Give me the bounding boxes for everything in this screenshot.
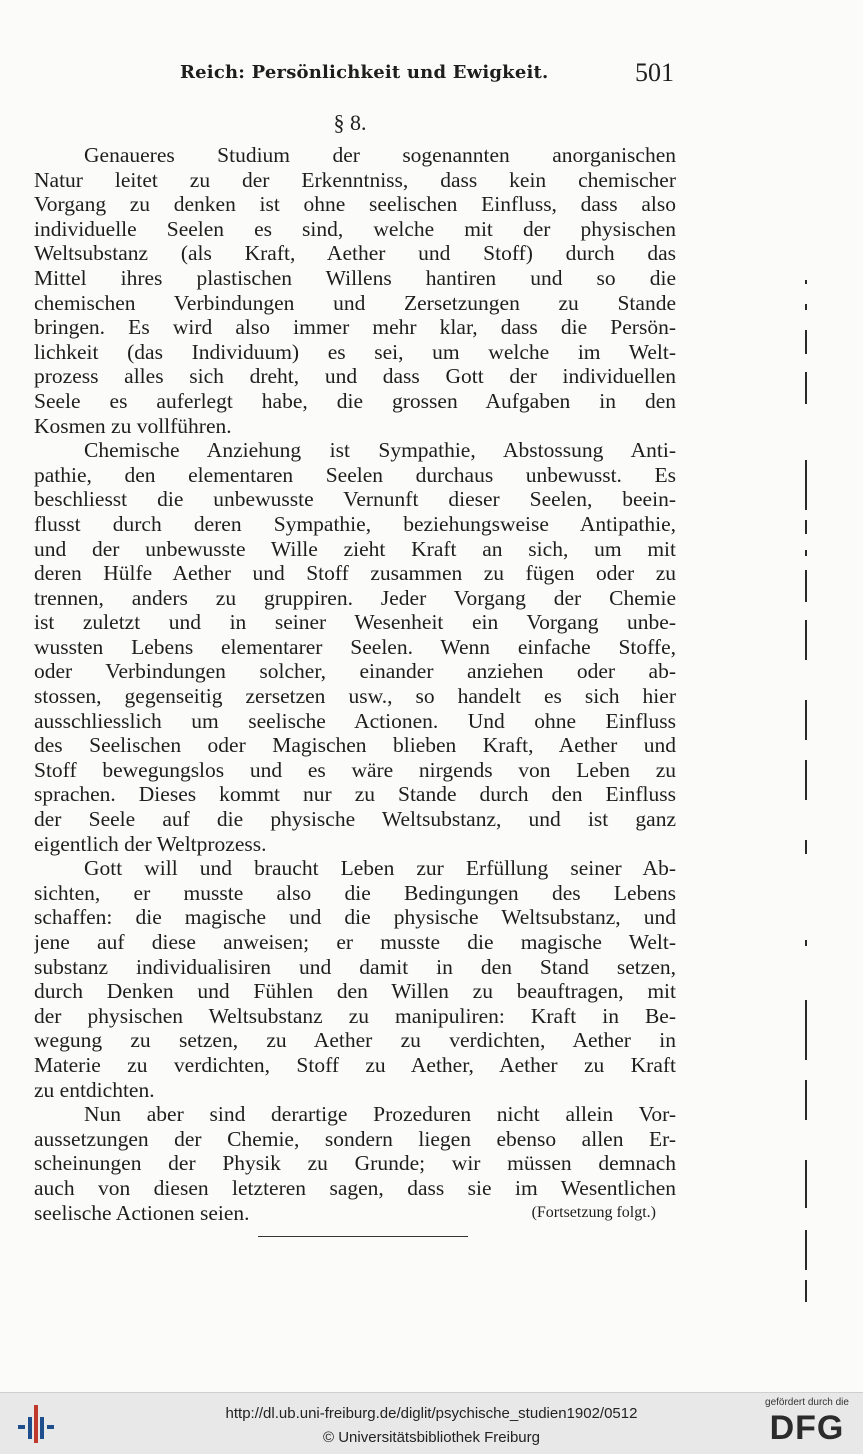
text-line: chemischen Verbindungen und Zersetzungen zu Stande (34, 290, 676, 315)
copyright-notice: © Universitätsbibliothek Freiburg (323, 1429, 540, 1446)
text-line: Stoff bewegungslos und es wäre nirgends von Leben zu (34, 757, 676, 782)
text-line: der Seele auf die physische Weltsubstanz, und ist ganz (34, 807, 676, 832)
article-body (34, 143, 676, 1225)
text-line: prozess alles sich dreht, und dass Gott der individuellen (34, 364, 676, 389)
text-line: pathie, den elementaren Seelen durchaus unbewusst. Es (34, 462, 676, 487)
text-line: aussetzungen der Chemie, sondern liegen ebenso allen Er- (34, 1126, 676, 1151)
text-line: scheinungen der Physik zu Grunde; wir müssen demnach (34, 1151, 676, 1176)
text-line: ausschliesslich um seelische Actionen. Und ohne Einfluss (34, 708, 676, 733)
text-line: Mittel ihres plastischen Willens hantiren und so die (34, 265, 676, 290)
text-line: Vorgang zu denken ist ohne seelischen Einfluss, dass also (34, 192, 676, 217)
text-line: substanz individualisiren und damit in den Stand setzen, (34, 954, 676, 979)
page-number: 501 (635, 58, 674, 87)
text-line: schaffen: die magische und die physische Weltsubstanz, und (34, 905, 676, 930)
section-heading: § 8. (333, 110, 367, 135)
text-line: Gott will und braucht Leben zur Erfüllung seiner Ab- (84, 856, 676, 881)
text-line: jene auf diese anweisen; er musste die magische Welt- (34, 930, 676, 954)
text-line: Chemische Anziehung ist Sympathie, Abstossung Anti- (84, 438, 676, 463)
text-line: Nun aber sind derartige Prozeduren nicht allein Vor- (84, 1102, 676, 1127)
text-line: Natur leitet zu der Erkenntniss, dass kein chemischer (34, 167, 676, 192)
text-line: und der unbewusste Wille zieht Kraft an sich, um mit (34, 536, 676, 561)
text-line: beschliesst die unbewusste Vernunft dieser Seelen, beein- (34, 487, 676, 512)
margin-scan-marks (800, 280, 812, 1300)
text-line: oder Verbindungen solcher, einander anziehen oder ab- (34, 659, 676, 684)
dfg-logo (759, 1397, 855, 1451)
text-line: Weltsubstanz (als Kraft, Aether und Stoff) durch das (34, 241, 676, 266)
dfg-mark: DFG (769, 1409, 845, 1447)
paragraph (34, 143, 676, 438)
paragraph (34, 1102, 676, 1225)
running-head (174, 58, 674, 90)
text-line: flusst durch deren Sympathie, beziehungsweise Antipathie, (34, 511, 676, 536)
text-line: trennen, anders zu gruppiren. Jeder Vorgang der Chemie (34, 585, 676, 610)
text-line: Kosmen zu vollführen. (34, 413, 232, 438)
text-line: eigentlich der Weltprozess. (34, 831, 267, 856)
end-rule (258, 1236, 468, 1237)
text-line-content: seelische Actionen seien. (34, 1200, 250, 1225)
text-line: zu entdichten. (34, 1077, 155, 1102)
continuation-note: (Fortsetzung folgt.) (531, 1203, 656, 1221)
text-line: Materie zu verdichten, Stoff zu Aether, Aether zu Kraft (34, 1052, 676, 1077)
dfg-caption: gefördert durch die (765, 1397, 849, 1408)
text-line: sprachen. Dieses kommt nur zu Stande durch den Einfluss (34, 782, 676, 807)
source-url-link[interactable]: http://dl.ub.uni-freiburg.de/diglit/psychische_studien1902/0512 (225, 1405, 638, 1422)
text-line: bringen. Es wird also immer mehr klar, dass die Persön- (34, 315, 676, 340)
text-line: Genaueres Studium der sogenannten anorganischen (84, 143, 676, 167)
text-line: individuelle Seelen es sind, welche mit der physischen (34, 216, 676, 241)
paragraph (34, 856, 676, 1102)
text-line: auch von diesen letzteren sagen, dass sie im Wesentlichen (34, 1175, 676, 1200)
text-line: Seele es auferlegt habe, die grossen Aufgaben in den (34, 388, 676, 413)
text-line: durch Denken und Fühlen den Willen zu beauftragen, mit (34, 979, 676, 1004)
text-line: der physischen Weltsubstanz zu manipuliren: Kraft in Be- (34, 1003, 676, 1028)
text-line: deren Hülfe Aether und Stoff zusammen zu fügen oder zu (34, 561, 676, 586)
viewer-footer (0, 1392, 863, 1454)
text-line (34, 1201, 676, 1226)
running-title: Reich: Persönlichkeit und Ewigkeit. (180, 62, 549, 83)
text-line: stossen, gegenseitig zersetzen usw., so handelt es sich hier (34, 684, 676, 709)
text-line: des Seelischen oder Magischen blieben Kraft, Aether und (34, 733, 676, 758)
text-line: ist zuletzt und in seiner Wesenheit ein Vorgang unbe- (34, 610, 676, 635)
text-line: lichkeit (das Individuum) es sei, um welche im Welt- (34, 339, 676, 364)
text-line: sichten, er musste also die Bedingungen des Lebens (34, 880, 676, 905)
paragraph (34, 438, 676, 856)
text-line: wegung zu setzen, zu Aether zu verdichten, Aether in (34, 1028, 676, 1053)
text-line: wussten Lebens elementarer Seelen. Wenn einfache Stoffe, (34, 634, 676, 659)
